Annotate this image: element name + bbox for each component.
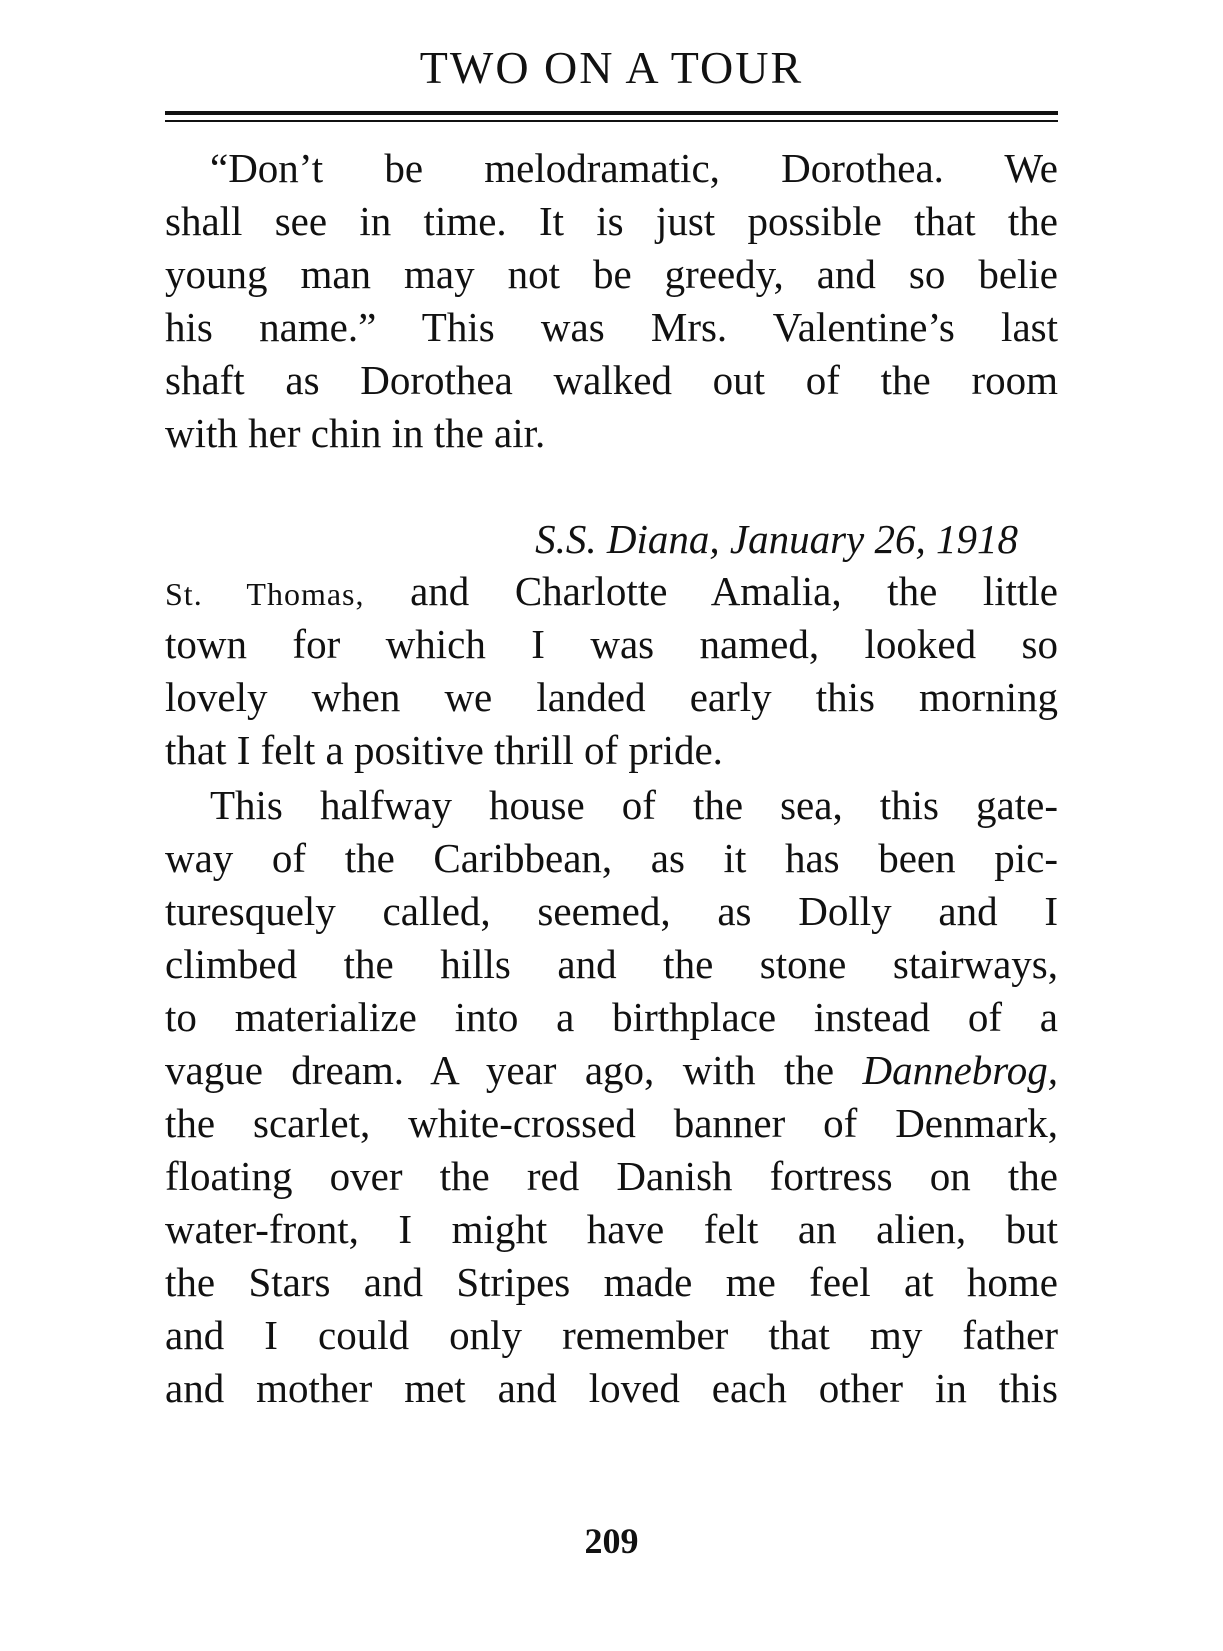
running-head-title: TWO ON A TOUR: [419, 42, 804, 93]
text-line: turesquely called, seemed, as Dolly and I: [165, 888, 1058, 934]
text-line: the scarlet, white-crossed banner of Denmark,: [165, 1100, 1058, 1146]
text-line: his name.” This was Mrs. Valentine’s last: [165, 304, 1058, 350]
dateline-ship: S.S. Diana,: [535, 516, 720, 562]
text-line: shall see in time. It is just possible that the: [165, 198, 1058, 244]
text-line: and mother met and loved each other in this: [165, 1365, 1058, 1411]
text-line: climbed the hills and the stone stairways,: [165, 941, 1058, 987]
text-line: town for which I was named, looked so: [165, 621, 1058, 667]
header-rule-thick: [165, 111, 1058, 115]
text-line: shaft as Dorothea walked out of the room: [165, 357, 1058, 403]
text-line: with her chin in the air.: [165, 410, 546, 456]
text-line: This halfway house of the sea, this gate-: [210, 782, 1058, 828]
journal-dateline: [165, 511, 1018, 567]
text-line: lovely when we landed early this morning: [165, 674, 1058, 720]
text-line: way of the Caribbean, as it has been pic-: [165, 835, 1058, 881]
italic-word: Dannebrog,: [862, 1047, 1058, 1093]
text-line: water-front, I might have felt an alien, but: [165, 1206, 1058, 1252]
small-caps-opening: St. Thomas,: [165, 576, 365, 612]
text-line: the Stars and Stripes made me feel at home: [165, 1259, 1058, 1305]
text-line: and I could only remember that my father: [165, 1312, 1058, 1358]
text-line: to materialize into a birthplace instead of a: [165, 994, 1058, 1040]
line-rest: and Charlotte Amalia, the little: [364, 568, 1058, 614]
text-line: young man may not be greedy, and so belie: [165, 251, 1058, 297]
line-start: vague dream. A year ago, with the: [165, 1047, 863, 1093]
text-line: that I felt a positive thrill of pride.: [165, 727, 723, 773]
text-line: floating over the red Danish fortress on the: [165, 1153, 1058, 1199]
text-line: “Don’t be melodramatic, Dorothea. We: [210, 145, 1058, 191]
text-line: [165, 1042, 1058, 1098]
text-line: [165, 563, 1058, 622]
page-number: 209: [584, 1521, 639, 1561]
header-rule-thin: [165, 120, 1058, 122]
dateline-date: January 26, 1918: [729, 516, 1018, 562]
